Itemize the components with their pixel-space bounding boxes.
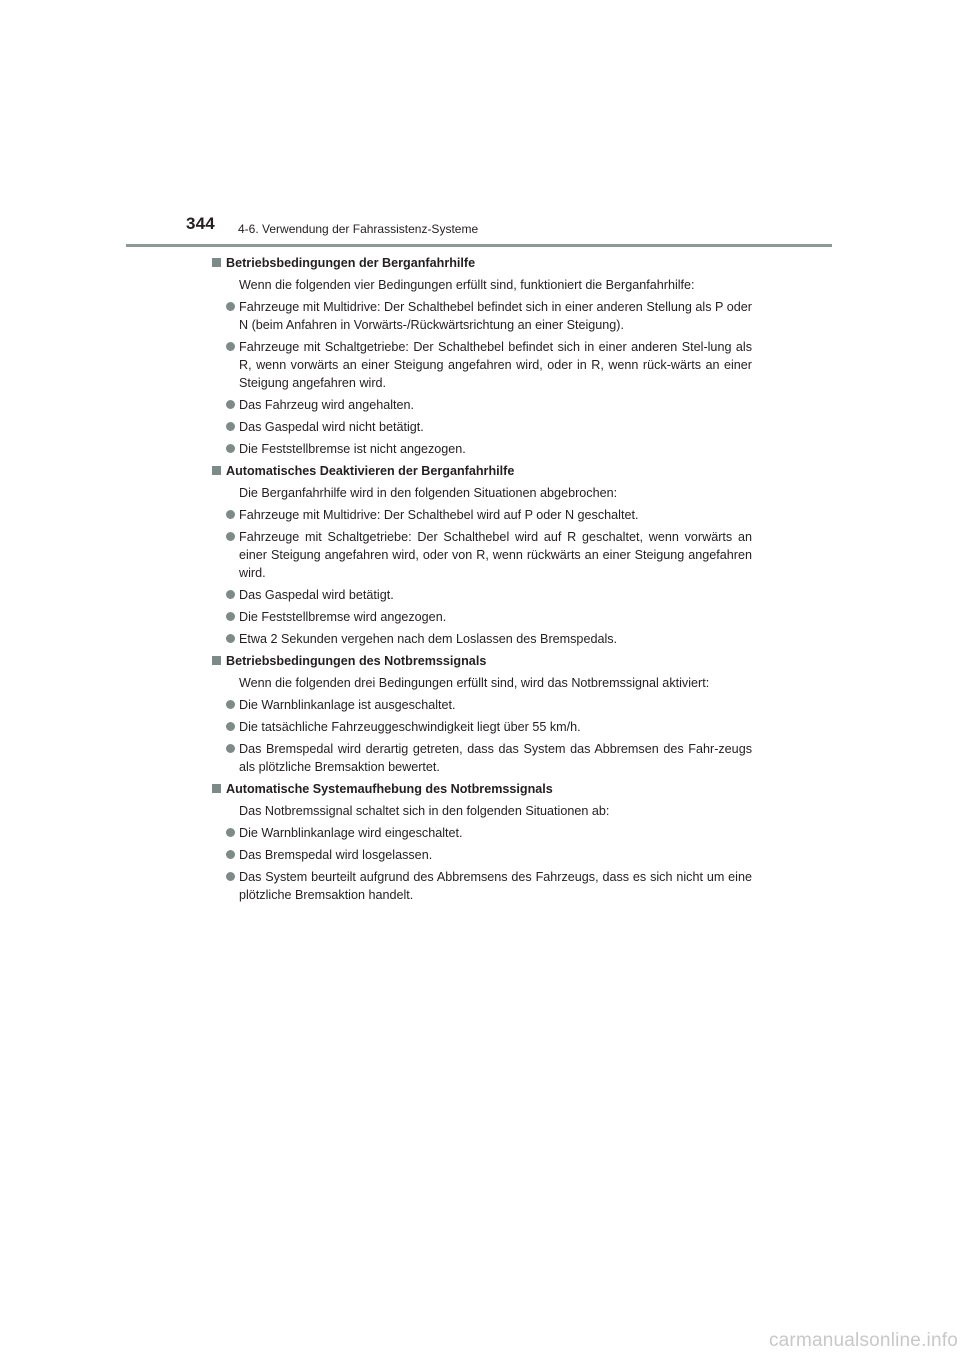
circle-bullet-icon <box>226 590 235 599</box>
list-item-text: Die Feststellbremse wird angezogen. <box>239 610 447 624</box>
list-item-text: Fahrzeuge mit Multidrive: Der Schalthebel wird auf P oder N geschaltet. <box>239 508 639 522</box>
list-item <box>212 528 752 582</box>
circle-bullet-icon <box>226 744 235 753</box>
section-heading <box>212 254 752 272</box>
page-header <box>0 0 960 250</box>
list-item-text: Fahrzeuge mit Schaltgetriebe: Der Schalthebel wird auf R geschaltet, wenn vorwärts an einer Steigung angefahren wird, oder von R, wenn rückwärts an einer Steigung angefahren wird. <box>239 530 752 580</box>
list-item <box>212 440 752 458</box>
section <box>212 652 752 776</box>
list-item <box>212 630 752 648</box>
list-item-text: Das Gaspedal wird betätigt. <box>239 588 394 602</box>
circle-bullet-icon <box>226 634 235 643</box>
square-bullet-icon <box>212 258 221 267</box>
square-bullet-icon <box>212 784 221 793</box>
section-intro: Die Berganfahrhilfe wird in den folgenden Situationen abgebrochen: <box>239 486 618 500</box>
list-item-text: Fahrzeuge mit Multidrive: Der Schalthebel befindet sich in einer anderen Stellung als P oder N (beim Anfahren in Vorwärts-/Rückwärtsrichtung an einer Steigung). <box>239 300 752 332</box>
list-item-text: Das Fahrzeug wird angehalten. <box>239 398 415 412</box>
list-item <box>212 396 752 414</box>
circle-bullet-icon <box>226 532 235 541</box>
section-heading-text: Automatisches Deaktivieren der Berganfahrhilfe <box>226 464 515 478</box>
circle-bullet-icon <box>226 828 235 837</box>
circle-bullet-icon <box>226 722 235 731</box>
section-intro: Wenn die folgenden drei Bedingungen erfüllt sind, wird das Notbremssignal aktiviert: <box>239 676 710 690</box>
chapter-title: 4-6. Verwendung der Fahrassistenz-Systeme <box>238 222 479 236</box>
header-divider <box>126 244 832 247</box>
section-heading <box>212 780 752 798</box>
watermark: carmanualsonline.info <box>768 1330 958 1351</box>
circle-bullet-icon <box>226 422 235 431</box>
square-bullet-icon <box>212 656 221 665</box>
circle-bullet-icon <box>226 612 235 621</box>
list-item-text: Das Bremspedal wird losgelassen. <box>239 848 433 862</box>
section-heading-text: Betriebsbedingungen des Notbremssignals <box>226 654 487 668</box>
list-item-text: Das Gaspedal wird nicht betätigt. <box>239 420 424 434</box>
list-item-text: Fahrzeuge mit Schaltgetriebe: Der Schalthebel befindet sich in einer anderen Stel-lung als R, wenn vorwärts an einer Steigung angefahren wird, oder in R, wenn rück-wärts an einer Steigung angefahren wird. <box>239 340 752 390</box>
list-item <box>212 298 752 334</box>
list-item-text: Die Feststellbremse ist nicht angezogen. <box>239 442 466 456</box>
bullet-list <box>212 298 752 458</box>
section-heading-text: Automatische Systemaufhebung des Notbremssignals <box>226 782 553 796</box>
bullet-list <box>212 696 752 776</box>
circle-bullet-icon <box>226 302 235 311</box>
list-item-text: Das System beurteilt aufgrund des Abbremsens des Fahrzeugs, dass es sich nicht um eine plötzliche Bremsaktion handelt. <box>239 870 752 902</box>
list-item <box>212 740 752 776</box>
section-intro: Das Notbremssignal schaltet sich in den folgenden Situationen ab: <box>239 804 610 818</box>
list-item <box>212 338 752 392</box>
bullet-list <box>212 824 752 904</box>
page-number: 344 <box>186 214 215 233</box>
list-item <box>212 846 752 864</box>
circle-bullet-icon <box>226 872 235 881</box>
circle-bullet-icon <box>226 400 235 409</box>
list-item <box>212 586 752 604</box>
section <box>212 462 752 648</box>
circle-bullet-icon <box>226 342 235 351</box>
list-item <box>212 824 752 842</box>
list-item-text: Die Warnblinkanlage ist ausgeschaltet. <box>239 698 456 712</box>
list-item-text: Etwa 2 Sekunden vergehen nach dem Loslassen des Bremspedals. <box>239 632 618 646</box>
section-heading <box>212 462 752 480</box>
square-bullet-icon <box>212 466 221 475</box>
circle-bullet-icon <box>226 444 235 453</box>
list-item <box>212 418 752 436</box>
section-heading <box>212 652 752 670</box>
section-intro: Wenn die folgenden vier Bedingungen erfüllt sind, funktioniert die Berganfahrhilfe: <box>239 278 695 292</box>
list-item <box>212 718 752 736</box>
circle-bullet-icon <box>226 850 235 859</box>
list-item-text: Das Bremspedal wird derartig getreten, dass das System das Abbremsen des Fahr-zeugs als plötzliche Bremsaktion bewertet. <box>239 742 752 774</box>
list-item <box>212 506 752 524</box>
section <box>212 780 752 904</box>
list-item-text: Die Warnblinkanlage wird eingeschaltet. <box>239 826 463 840</box>
list-item <box>212 696 752 714</box>
circle-bullet-icon <box>226 510 235 519</box>
list-item-text: Die tatsächliche Fahrzeuggeschwindigkeit liegt über 55 km/h. <box>239 720 581 734</box>
section <box>212 254 752 458</box>
list-item <box>212 608 752 626</box>
bullet-list <box>212 506 752 648</box>
page-content <box>212 254 752 908</box>
list-item <box>212 868 752 904</box>
circle-bullet-icon <box>226 700 235 709</box>
section-heading-text: Betriebsbedingungen der Berganfahrhilfe <box>226 256 476 270</box>
